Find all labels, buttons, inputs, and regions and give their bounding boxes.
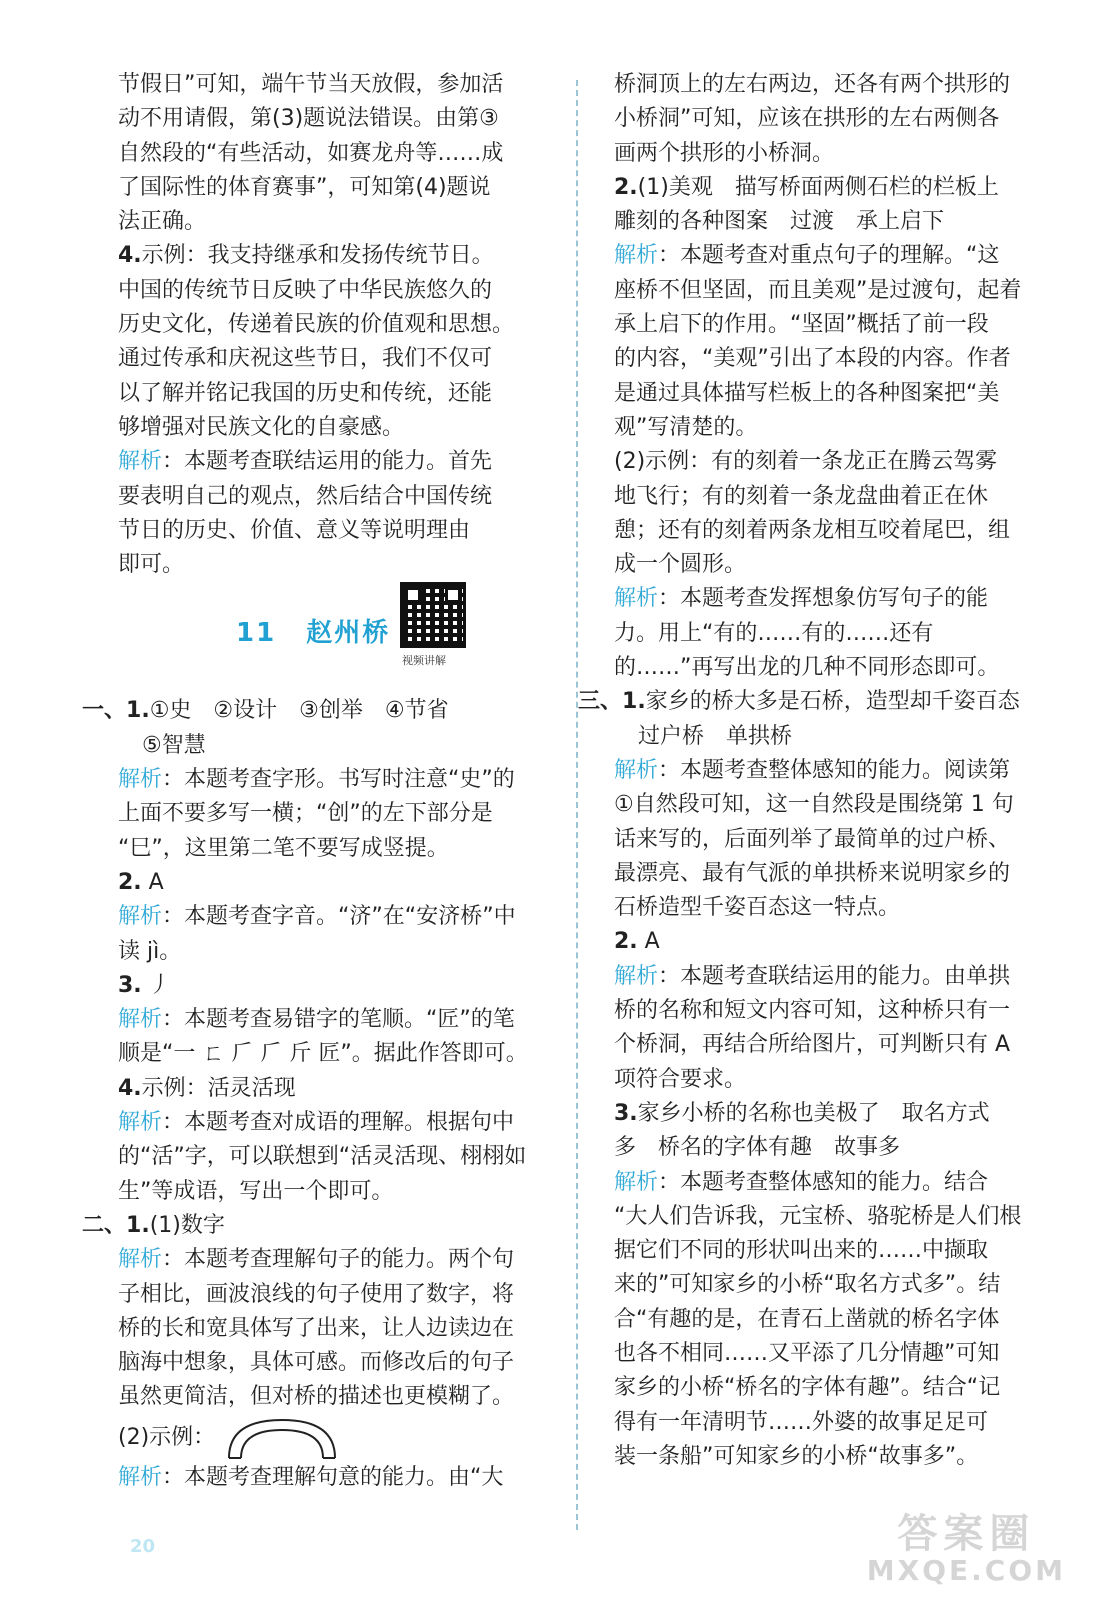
analysis-text: ：本题考查整体感知的能力。结合 <box>658 1169 989 1195</box>
text-line: 动不用请假，第(3)题说法错误。由第③ <box>118 106 499 132</box>
text-line: 力。用上“有的……有的……还有 <box>614 620 934 646</box>
text-line: 成一个圆形。 <box>614 552 747 578</box>
analysis-text: ：本题考查对成语的理解。根据句中 <box>162 1110 515 1136</box>
text-line: 脑海中想象，具体可感。而修改后的句子 <box>118 1350 515 1376</box>
column-divider <box>576 80 578 1530</box>
answer-line <box>118 239 548 273</box>
analysis-line <box>118 1461 548 1495</box>
text-line: 子相比，画波浪线的句子使用了数字，将 <box>118 1281 515 1307</box>
text-line: 项符合要求。 <box>614 1066 747 1092</box>
lesson-header <box>118 582 548 694</box>
text-line: 虽然更简洁，但对桥的描述也更模糊了。 <box>118 1384 515 1410</box>
text-line: 画两个拱形的小桥洞。 <box>614 140 835 166</box>
analysis-text: ：本题考查联结运用的能力。首先 <box>162 449 493 475</box>
answer-text: A <box>148 869 164 895</box>
analysis-label: 解析 <box>118 1110 163 1136</box>
analysis-label: 解析 <box>614 963 659 989</box>
answer-text: 家乡的桥大多是石桥，造型却千姿百态 <box>645 689 1020 715</box>
analysis-label: 解析 <box>614 757 659 783</box>
text-line: 节日的历史、价值、意义等说明理由 <box>118 517 471 543</box>
question-number: 1. <box>126 1212 150 1238</box>
text-line: 承上启下的作用。“坚固”概括了前一段 <box>614 312 989 338</box>
lesson-title <box>236 612 390 649</box>
text-line: 来的”可知家乡的小桥“取名方式多”。结 <box>614 1272 1001 1298</box>
question-number: 3. <box>118 972 142 998</box>
question-number: 3. <box>614 1100 638 1126</box>
text-line: 桥的长和宽具体写了出来，让人边读边在 <box>118 1315 515 1341</box>
answer-text: A <box>644 929 660 955</box>
question-number: 2. <box>614 174 638 200</box>
answer-line <box>82 694 548 728</box>
text-line: 雕刻的各种图案 过渡 承上启下 <box>614 209 945 235</box>
arch-bridge-icon <box>223 1416 341 1460</box>
qr-label: 视频讲解 <box>402 654 446 668</box>
analysis-line <box>118 445 548 479</box>
answer-line <box>614 925 1054 959</box>
answer-text: (1)美观 描写桥面两侧石栏的栏板上 <box>637 174 999 200</box>
text-line: 的内容，“美观”引出了本段的内容。作者 <box>614 346 1011 372</box>
analysis-label: 解析 <box>118 1247 163 1273</box>
analysis-line <box>614 960 1054 994</box>
text-line: 的……”再写出龙的几种不同形态即可。 <box>614 655 1000 681</box>
question-number: 2. <box>118 869 142 895</box>
text-line: 法正确。 <box>118 209 207 235</box>
answer-text: (1)数字 <box>149 1212 225 1238</box>
text-line: 多 桥名的字体有趣 故事多 <box>614 1135 901 1161</box>
qr-code-icon[interactable] <box>400 582 466 648</box>
analysis-line <box>118 1106 548 1140</box>
text-line: 据它们不同的形状叫出来的……中撷取 <box>614 1238 989 1264</box>
analysis-text: ：本题考查理解句子的能力。两个句 <box>162 1247 515 1273</box>
text-line: 憩；还有的刻着两条龙相互咬着尾巴，组 <box>614 517 1011 543</box>
text-line: 以了解并铭记我国的历史和传统，还能 <box>118 380 493 406</box>
part-heading: 三、 <box>578 689 623 715</box>
analysis-text: ：本题考查整体感知的能力。阅读第 <box>658 757 1011 783</box>
analysis-label: 解析 <box>118 449 163 475</box>
answer-line <box>118 1072 548 1106</box>
page-number: 20 <box>130 1536 156 1557</box>
text-line: 石桥造型千姿百态这一特点。 <box>614 895 901 921</box>
text-line: 中国的传统节日反映了中华民族悠久的 <box>118 277 493 303</box>
text-line: 小桥洞”可知，应该在拱形的左右两侧各 <box>614 106 1000 132</box>
text-line: “大人们告诉我，元宝桥、骆驼桥是人们根 <box>614 1203 1022 1229</box>
text-line: 生”等成语，写出一个即可。 <box>118 1178 394 1204</box>
analysis-label: 解析 <box>614 586 659 612</box>
right-column <box>578 68 1054 1474</box>
text-line: 即可。 <box>118 552 185 578</box>
text-line: 得有一年清明节……外婆的故事足足可 <box>614 1409 989 1435</box>
text-line: 是通过具体描写栏板上的各种图案把“美 <box>614 380 1000 406</box>
text-line: (2)示例：有的刻着一条龙正在腾云驾雾 <box>614 449 998 475</box>
answer-text: 示例：活灵活现 <box>141 1075 296 1101</box>
answer-text: (2)示例： <box>118 1424 216 1450</box>
text-line: 要表明自己的观点，然后结合中国传统 <box>118 483 493 509</box>
text-line: 家乡的小桥“桥名的字体有趣”。结合“记 <box>614 1375 1001 1401</box>
analysis-line <box>614 582 1054 616</box>
analysis-label: 解析 <box>118 1007 163 1033</box>
answer-text: 示例：我支持继承和发扬传统节日。 <box>141 243 494 269</box>
text-line: 过户桥 单拱桥 <box>638 723 793 749</box>
analysis-label: 解析 <box>118 1464 163 1490</box>
analysis-label: 解析 <box>614 1169 659 1195</box>
answer-line <box>82 1209 548 1243</box>
text-line: 桥的名称和短文内容可知，这种桥只有一 <box>614 998 1011 1024</box>
analysis-line <box>118 1003 548 1037</box>
answer-text: ①史 ②设计 ③创举 ④节省 <box>149 698 449 724</box>
part-heading: 二、 <box>82 1212 127 1238</box>
text-line: 上面不要多写一横；“创”的左下部分是 <box>118 801 493 827</box>
analysis-line <box>118 763 548 797</box>
question-number: 4. <box>118 243 142 269</box>
analysis-text: ：本题考查发挥想象仿写句子的能 <box>658 586 989 612</box>
analysis-label: 解析 <box>614 243 659 269</box>
text-line: 的“活”字，可以联想到“活灵活现、栩栩如 <box>118 1144 527 1170</box>
answer-line <box>614 1097 1054 1131</box>
watermark-logo <box>867 1512 1066 1586</box>
text-line: 历史文化，传递着民族的价值观和思想。 <box>118 312 515 338</box>
question-number: 4. <box>118 1075 142 1101</box>
text-line: 话来写的，后面列举了最简单的过户桥、 <box>614 826 1011 852</box>
analysis-text: ：本题考查字音。“济”在“安济桥”中 <box>162 904 516 930</box>
analysis-label: 解析 <box>118 767 163 793</box>
answer-line <box>578 685 1054 719</box>
text-line: 观”写清楚的。 <box>614 414 758 440</box>
question-number: 1. <box>126 698 150 724</box>
text-line: ⑤智慧 <box>142 732 206 758</box>
question-number: 2. <box>614 929 638 955</box>
analysis-line <box>118 1243 548 1277</box>
text-line: 地飞行；有的刻着一条龙盘曲着正在休 <box>614 483 989 509</box>
answer-line <box>614 171 1054 205</box>
answer-line <box>118 866 548 900</box>
text-line: 也各不相同……又平添了几分情趣”可知 <box>614 1340 1000 1366</box>
lesson-number: 11 <box>236 618 277 649</box>
analysis-text: ：本题考查联结运用的能力。由单拱 <box>658 963 1011 989</box>
analysis-line <box>614 1166 1054 1200</box>
text-line: 最漂亮、最有气派的单拱桥来说明家乡的 <box>614 860 1011 886</box>
lesson-name: 赵州桥 <box>306 618 391 649</box>
answer-text: 家乡小桥的名称也美极了 取名方式 <box>637 1100 990 1126</box>
text-line: 顺是“一 ㄈ 𠂆 𠂆 斤 匠”。据此作答即可。 <box>118 1041 528 1067</box>
text-line: 个桥洞，再结合所给图片，可判断只有 A <box>614 1032 1011 1058</box>
watermark-sub: MXQE.COM <box>866 1554 1066 1587</box>
text-line: ①自然段可知，这一自然段是围绕第 1 句 <box>614 792 1014 818</box>
analysis-line <box>614 754 1054 788</box>
analysis-text: ：本题考查理解句意的能力。由“大 <box>162 1464 504 1490</box>
text-line: 桥洞顶上的左右两边，还各有两个拱形的 <box>614 72 1011 97</box>
part-heading: 一、 <box>82 698 127 724</box>
analysis-text: ：本题考查易错字的笔顺。“匠”的笔 <box>162 1007 515 1033</box>
text-line: 座桥不但坚固，而且美观”是过渡句，起着 <box>614 277 1022 303</box>
question-number: 1. <box>622 689 646 715</box>
watermark-main: 答案圈 <box>897 1511 1036 1557</box>
analysis-text: ：本题考查字形。书写时注意“史”的 <box>162 767 515 793</box>
text-line: 节假日”可知，端午节当天放假，参加活 <box>118 72 504 97</box>
text-line: 了国际性的体育赛事”，可知第(4)题说 <box>118 174 491 200</box>
answer-line <box>118 969 548 1003</box>
text-line: 够增强对民族文化的自豪感。 <box>118 414 405 440</box>
analysis-label: 解析 <box>118 904 163 930</box>
answer-line <box>118 1415 548 1461</box>
text-line: 自然段的“有些活动，如赛龙舟等……成 <box>118 140 504 166</box>
answer-text: 丿 <box>148 972 171 998</box>
analysis-line <box>614 239 1054 273</box>
analysis-line <box>118 900 548 934</box>
left-column <box>82 68 548 1495</box>
text-line: 装一条船”可知家乡的小桥“故事多”。 <box>614 1443 979 1469</box>
text-line: “巳”，这里第二笔不要写成竖提。 <box>118 835 449 861</box>
text-line: 读 jì。 <box>118 938 182 964</box>
text-line: 合“有趣的是，在青石上凿就的桥名字体 <box>614 1306 1000 1332</box>
analysis-text: ：本题考查对重点句子的理解。“这 <box>658 243 1000 269</box>
text-line: 通过传承和庆祝这些节日，我们不仅可 <box>118 346 493 372</box>
